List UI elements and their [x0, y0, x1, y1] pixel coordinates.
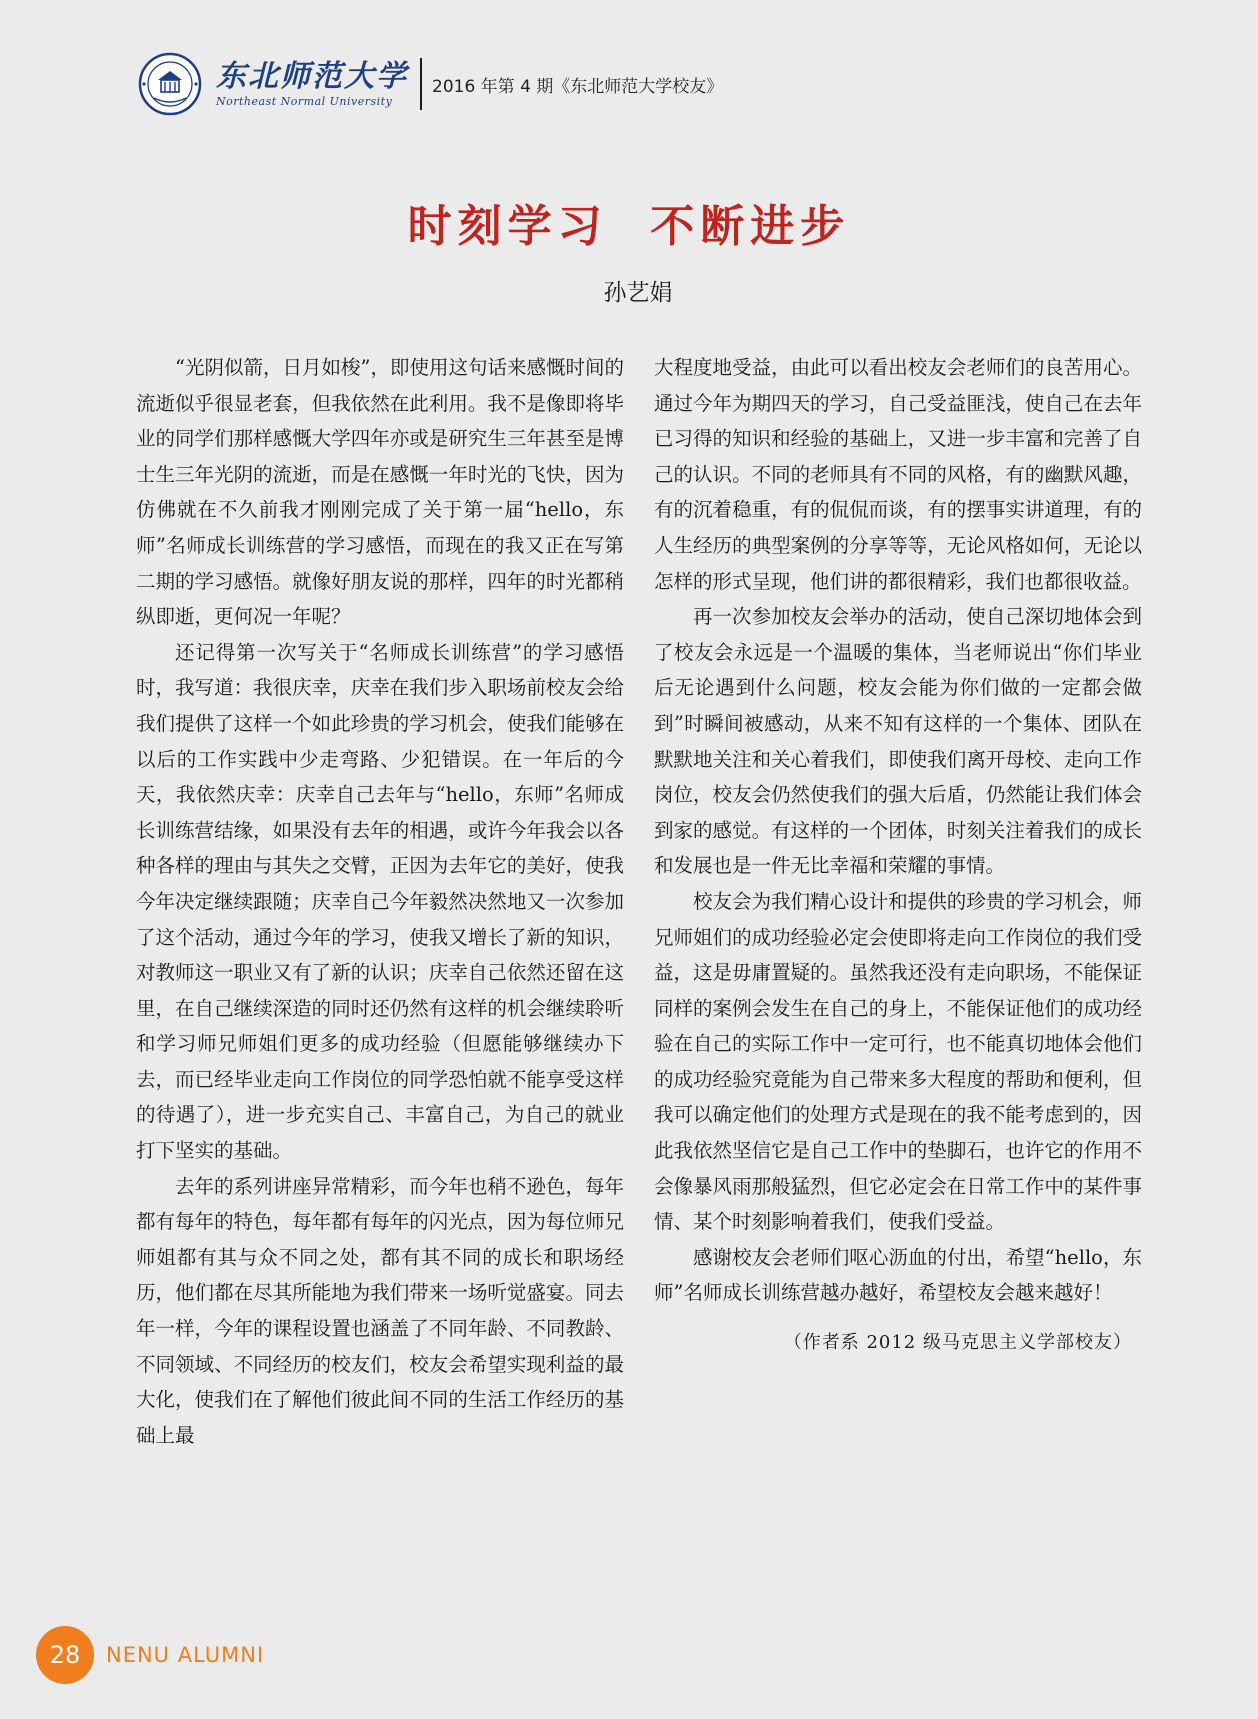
logo-english-name: Northeast Normal University	[216, 94, 393, 108]
logo-chinese-name: 东北师范大学	[216, 58, 408, 94]
author-signature: （作者系 2012 级马克思主义学部校友）	[783, 1332, 1132, 1354]
university-seal-icon	[134, 52, 210, 116]
right-column	[654, 350, 1142, 1361]
magazine-name: NENU ALUMNI	[106, 1643, 265, 1667]
paragraph: 校友会为我们精心设计和提供的珍贵的学习机会，师兄师姐们的成功经验必定会使即将走向工作岗位的我们受益，这是毋庸置疑的。虽然我还没有走向职场，不能保证同样的案例会发生在自己的身上，不能保证他们的成功经验在自己的实际工作中一定可行，也不能真切地体会他们的成功经验究竟能为自己带来多大程度的帮助和便利，但我可以确定他们的处理方式是现在的我不能考虑到的，因此我依然坚信它是自己工作中的垫脚石，也许它的作用不会像暴风雨那般猛烈，但它必定会在日常工作中的某件事情、某个时刻影响着我们，使我们受益。	[654, 889, 1142, 1234]
page-header	[134, 52, 723, 116]
university-logo-text	[216, 58, 408, 108]
paragraph: 再一次参加校友会举办的活动，使自己深切地体会到了校友会永远是一个温暖的集体，当老师说出“你们毕业后无论遇到什么问题，校友会能为你们做的一定都会做到”时瞬间被感动，从来不知有这样的一个集体、团队在默默地关注和关心着我们，即使我们离开母校、走向工作岗位，校友会仍然使我们的强大后盾，仍然能让我们体会到家的感觉。有这样的一个团体，时刻关注着我们的成长和发展也是一件无比幸福和荣耀的事情。	[654, 605, 1142, 878]
issue-label: 2016 年第 4 期《东北师范大学校友》	[432, 76, 724, 97]
header-divider	[420, 58, 422, 110]
page-footer	[36, 1626, 264, 1684]
paragraph: 去年的系列讲座异常精彩，而今年也稍不逊色，每年都有每年的特色，每年都有每年的闪光点，因为每位师兄师姐都有其与众不同之处，都有其不同的成长和职场经历，他们都在尽其所能地为我们带来一场听觉盛宴。同去年一样，今年的课程设置也涵盖了不同年龄、不同教龄、不同领域、不同经历的校友们，校友会希望实现利益的最大化，使我们在了解他们彼此间不同的生活工作经历的基础上最	[136, 1174, 624, 1447]
article-author: 孙艺娟	[603, 280, 673, 306]
article-title: 时刻学习 不断进步	[407, 201, 851, 252]
paragraph: 感谢校友会老师们呕心沥血的付出，希望“hello，东师”名师成长训练营越办越好，希望校友会越来越好！	[654, 1245, 1142, 1305]
page-number: 28	[36, 1626, 94, 1684]
paragraph: “光阴似箭，日月如梭”，即使用这句话来感慨时间的流逝似乎很显老套，但我依然在此利用。我不是像即将毕业的同学们那样感慨大学四年亦或是研究生三年甚至是博士生三年光阴的流逝，而是在感慨一年时光的飞快，因为仿佛就在不久前我才刚刚完成了关于第一届“hello，东师”名师成长训练营的学习感悟，而现在的我又正在写第二期的学习感悟。就像好朋友说的那样，四年的时光都稍纵即逝，更何况一年呢？	[136, 356, 624, 629]
paragraph-continuation: 大程度地受益，由此可以看出校友会老师们的良苦用心。通过今年为期四天的学习，自己受益匪浅，使自己在去年已习得的知识和经验的基础上，又进一步丰富和完善了自己的认识。不同的老师具有不同的风格，有的幽默风趣，有的沉着稳重，有的侃侃而谈，有的摆事实讲道理，有的人生经历的典型案例的分享等等，无论风格如何，无论以怎样的形式呈现，他们讲的都很精彩，我们也都很收益。	[654, 356, 1142, 593]
left-column	[136, 350, 624, 1453]
paragraph: 还记得第一次写关于“名师成长训练营”的学习感悟时，我写道：我很庆幸，庆幸在我们步入职场前校友会给我们提供了这样一个如此珍贵的学习机会，使我们能够在以后的工作实践中少走弯路、少犯错误。在一年后的今天，我依然庆幸：庆幸自己去年与“hello，东师”名师成长训练营结缘，如果没有去年的相遇，或许今年我会以各种各样的理由与其失之交臂，正因为去年它的美好，使我今年决定继续跟随；庆幸自己今年毅然决然地又一次参加了这个活动，通过今年的学习，使我又增长了新的知识，对教师这一职业又有了新的认识；庆幸自己依然还留在这里，在自己继续深造的同时还仍然有这样的机会继续聆听和学习师兄师姐们更多的成功经验（但愿能够继续办下去，而已经毕业走向工作岗位的同学恐怕就不能享受这样的待遇了），进一步充实自己、丰富自己，为自己的就业打下坚实的基础。	[136, 640, 624, 1163]
